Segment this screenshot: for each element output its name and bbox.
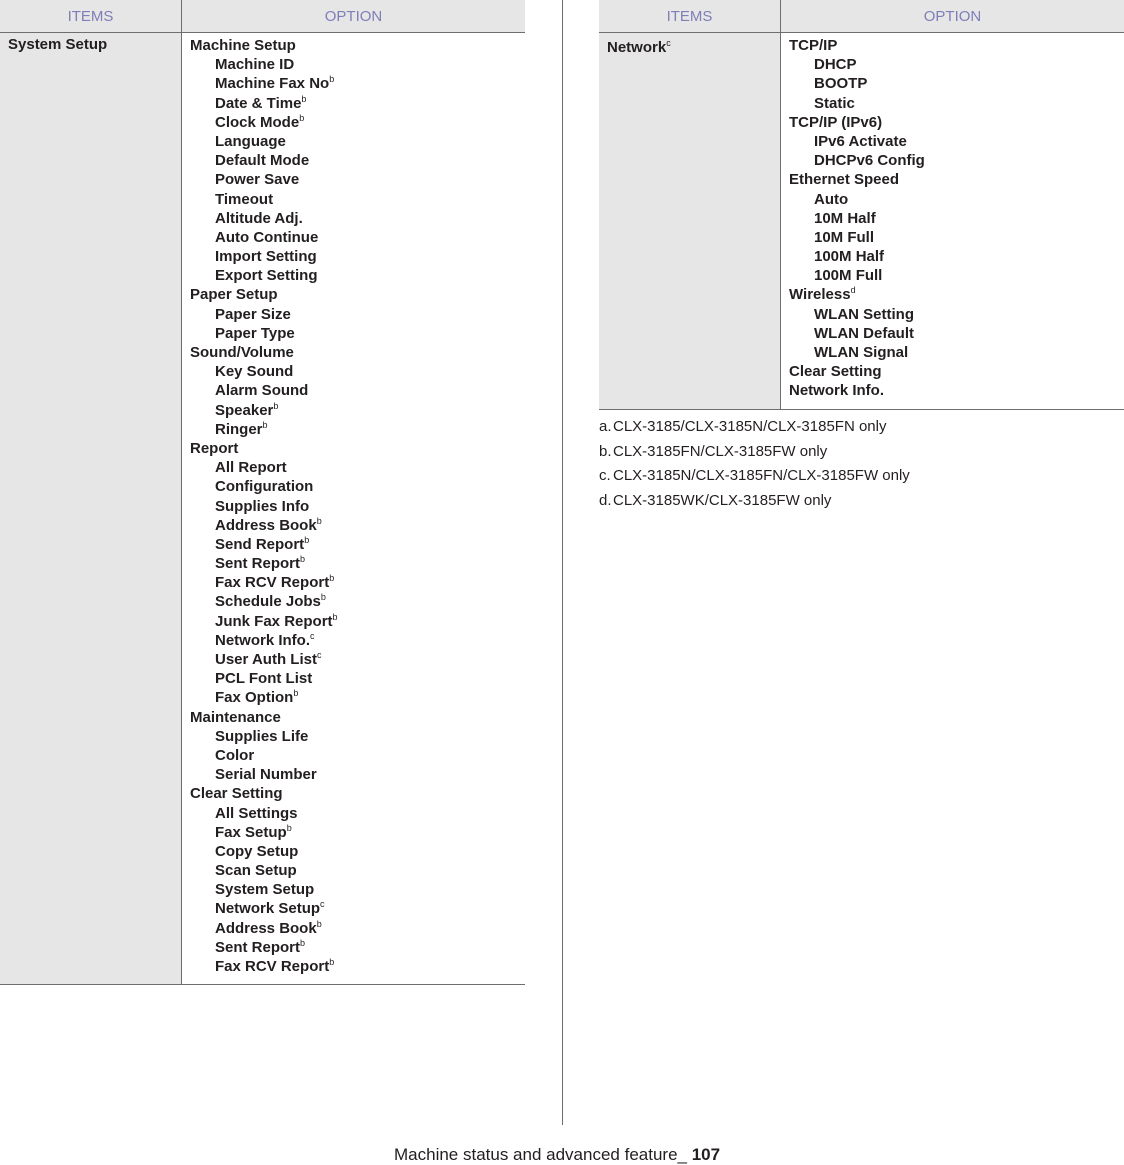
option-subitem xyxy=(190,55,525,74)
system-setup-table xyxy=(0,0,525,985)
footnote-text: CLX-3185/CLX-3185N/CLX-3185FN only xyxy=(613,415,886,440)
option-subitem xyxy=(789,209,1124,228)
option-label: Paper Size xyxy=(215,306,291,323)
option-label: 100M Half xyxy=(814,248,884,265)
page-footer xyxy=(394,1145,720,1165)
option-subitem xyxy=(190,823,525,842)
option-subitem xyxy=(190,305,525,324)
option-label: Machine Fax No xyxy=(215,75,329,92)
option-label: Static xyxy=(814,95,855,112)
option-subitem xyxy=(190,362,525,381)
option-label: Timeout xyxy=(215,191,273,208)
option-label: All Report xyxy=(215,459,287,476)
option-subitem xyxy=(789,94,1124,113)
option-subitem xyxy=(190,765,525,784)
footnote-mark: b xyxy=(317,919,322,929)
footnote-mark: c xyxy=(320,899,325,909)
option-label: Fax Option xyxy=(215,689,293,706)
footnote-mark: c xyxy=(310,631,315,641)
footnote-mark: b xyxy=(304,535,309,545)
option-label: WLAN Signal xyxy=(814,344,908,361)
footnote-mark: b xyxy=(317,516,322,526)
option-subitem xyxy=(190,573,525,592)
option-subitem xyxy=(190,957,525,976)
footnote-mark: b xyxy=(329,957,334,967)
item-cell xyxy=(0,33,182,985)
option-subitem xyxy=(190,554,525,573)
footnote xyxy=(599,489,910,514)
option-label: Color xyxy=(215,747,254,764)
option-label: Report xyxy=(190,440,238,457)
option-subitem xyxy=(190,420,525,439)
option-label: TCP/IP xyxy=(789,37,837,54)
option-subitem xyxy=(190,458,525,477)
option-subitem xyxy=(190,190,525,209)
option-label: Speaker xyxy=(215,402,273,419)
option-subitem xyxy=(190,669,525,688)
option-group xyxy=(190,439,525,458)
option-subitem xyxy=(190,535,525,554)
option-label: Network Setup xyxy=(215,900,320,917)
option-label: All Settings xyxy=(215,805,298,822)
option-label: BOOTP xyxy=(814,75,867,92)
option-label: Junk Fax Report xyxy=(215,613,333,630)
option-label: Date & Time xyxy=(215,95,301,112)
option-subitem xyxy=(190,170,525,189)
footnote xyxy=(599,415,910,440)
option-subitem xyxy=(190,209,525,228)
column-divider xyxy=(562,0,563,1125)
option-subitem xyxy=(190,938,525,957)
option-label: Send Report xyxy=(215,536,304,553)
option-group xyxy=(789,170,1124,189)
item-cell xyxy=(599,33,781,410)
option-group xyxy=(190,784,525,803)
option-label: Scan Setup xyxy=(215,862,297,879)
option-label: PCL Font List xyxy=(215,670,312,687)
option-label: Machine ID xyxy=(215,56,294,73)
option-label: Language xyxy=(215,133,286,150)
option-group xyxy=(190,343,525,362)
option-subitem xyxy=(190,497,525,516)
footnote-mark: b xyxy=(321,592,326,602)
footnote-marker: b. xyxy=(599,440,613,465)
option-label: 100M Full xyxy=(814,267,882,284)
option-label: Supplies Life xyxy=(215,728,308,745)
option-label: Key Sound xyxy=(215,363,293,380)
option-subitem xyxy=(190,247,525,266)
option-label: WLAN Setting xyxy=(814,306,914,323)
option-group xyxy=(789,285,1124,304)
option-subitem xyxy=(190,401,525,420)
option-subitem xyxy=(190,94,525,113)
option-subitem xyxy=(190,592,525,611)
option-label: Copy Setup xyxy=(215,843,298,860)
option-subitem xyxy=(190,228,525,247)
item-label: Network xyxy=(607,39,666,56)
option-label: Fax Setup xyxy=(215,824,287,841)
option-subitem xyxy=(789,305,1124,324)
option-subitem xyxy=(789,151,1124,170)
option-label: Sent Report xyxy=(215,939,300,956)
option-subitem xyxy=(190,899,525,918)
option-label: Paper Setup xyxy=(190,286,278,303)
option-label: Fax RCV Report xyxy=(215,574,329,591)
option-subitem xyxy=(789,324,1124,343)
option-label: 10M Half xyxy=(814,210,876,227)
option-label: WLAN Default xyxy=(814,325,914,342)
option-label: Clock Mode xyxy=(215,114,299,131)
footnote-mark: b xyxy=(329,573,334,583)
option-subitem xyxy=(190,727,525,746)
footnote-mark: b xyxy=(301,94,306,104)
option-label: Configuration xyxy=(215,478,313,495)
option-subitem xyxy=(190,516,525,535)
option-label: Import Setting xyxy=(215,248,317,265)
footnote-mark: b xyxy=(299,113,304,123)
option-subitem xyxy=(190,612,525,631)
option-label: Clear Setting xyxy=(190,785,283,802)
option-label: DHCP xyxy=(814,56,857,73)
option-subitem xyxy=(190,688,525,707)
footnote-text: CLX-3185FN/CLX-3185FW only xyxy=(613,440,827,465)
option-subitem xyxy=(789,247,1124,266)
footnotes xyxy=(599,415,910,513)
footnote-mark: b xyxy=(287,823,292,833)
footnote-mark: c xyxy=(317,650,322,660)
option-label: Export Setting xyxy=(215,267,318,284)
option-subitem xyxy=(190,477,525,496)
option-subitem xyxy=(190,631,525,650)
option-subitem xyxy=(789,266,1124,285)
option-subitem xyxy=(190,151,525,170)
footnote-mark: b xyxy=(329,74,334,84)
option-label: Network Info. xyxy=(215,632,310,649)
footer-text: Machine status and advanced feature_ xyxy=(394,1145,692,1164)
option-label: Ringer xyxy=(215,421,263,438)
footnote-mark: b xyxy=(293,688,298,698)
option-label: Sent Report xyxy=(215,555,300,572)
option-label: Address Book xyxy=(215,517,317,534)
option-group xyxy=(190,708,525,727)
option-label: Paper Type xyxy=(215,325,295,342)
item-label: System Setup xyxy=(8,36,107,53)
option-label: Clear Setting xyxy=(789,363,882,380)
option-label: Supplies Info xyxy=(215,498,309,515)
option-subitem xyxy=(190,266,525,285)
option-label: Schedule Jobs xyxy=(215,593,321,610)
network-table xyxy=(599,0,1124,410)
option-subitem xyxy=(789,74,1124,93)
option-header: OPTION xyxy=(182,0,526,33)
option-label: Fax RCV Report xyxy=(215,958,329,975)
option-group xyxy=(190,285,525,304)
option-group xyxy=(190,36,525,55)
footnote-text: CLX-3185N/CLX-3185FN/CLX-3185FW only xyxy=(613,464,910,489)
option-label: Auto xyxy=(814,191,848,208)
option-label: IPv6 Activate xyxy=(814,133,907,150)
option-label: Maintenance xyxy=(190,709,281,726)
footnote-marker: a. xyxy=(599,415,613,440)
footnote-mark: b xyxy=(333,612,338,622)
option-subitem xyxy=(190,746,525,765)
option-label: TCP/IP (IPv6) xyxy=(789,114,882,131)
option-subitem xyxy=(190,381,525,400)
option-label: Address Book xyxy=(215,920,317,937)
items-header: ITEMS xyxy=(599,0,781,33)
option-subitem xyxy=(190,842,525,861)
option-list xyxy=(182,33,526,985)
option-subitem xyxy=(190,132,525,151)
option-subitem xyxy=(789,55,1124,74)
option-subitem xyxy=(789,343,1124,362)
option-subitem xyxy=(190,113,525,132)
option-label: Network Info. xyxy=(789,382,884,399)
footnote-text: CLX-3185WK/CLX-3185FW only xyxy=(613,489,831,514)
footnote-mark: b xyxy=(300,554,305,564)
footnote xyxy=(599,440,910,465)
option-subitem xyxy=(190,650,525,669)
option-group xyxy=(789,36,1124,55)
option-label: User Auth List xyxy=(215,651,317,668)
option-label: DHCPv6 Config xyxy=(814,152,925,169)
option-group xyxy=(789,362,1124,381)
option-subitem xyxy=(789,132,1124,151)
option-subitem xyxy=(190,324,525,343)
page-number: 107 xyxy=(692,1145,720,1164)
option-label: Auto Continue xyxy=(215,229,318,246)
option-label: Serial Number xyxy=(215,766,317,783)
footnote xyxy=(599,464,910,489)
option-group xyxy=(789,381,1124,400)
option-subitem xyxy=(190,804,525,823)
option-subitem xyxy=(190,74,525,93)
option-subitem xyxy=(789,190,1124,209)
option-group xyxy=(789,113,1124,132)
item-footnote-mark: c xyxy=(666,38,671,48)
footnote-mark: b xyxy=(273,401,278,411)
footnote-mark: b xyxy=(300,938,305,948)
option-label: System Setup xyxy=(215,881,314,898)
footnote-marker: c. xyxy=(599,464,613,489)
option-label: Machine Setup xyxy=(190,37,296,54)
option-subitem xyxy=(190,919,525,938)
option-label: 10M Full xyxy=(814,229,874,246)
option-subitem xyxy=(190,880,525,899)
footnote-mark: d xyxy=(851,285,856,295)
option-subitem xyxy=(789,228,1124,247)
items-header: ITEMS xyxy=(0,0,182,33)
option-list xyxy=(781,33,1124,410)
footnote-marker: d. xyxy=(599,489,613,514)
option-label: Ethernet Speed xyxy=(789,171,899,188)
option-label: Altitude Adj. xyxy=(215,210,303,227)
option-label: Wireless xyxy=(789,286,851,303)
footnote-mark: b xyxy=(263,420,268,430)
option-label: Sound/Volume xyxy=(190,344,294,361)
option-header: OPTION xyxy=(781,0,1124,33)
option-subitem xyxy=(190,861,525,880)
option-label: Alarm Sound xyxy=(215,382,308,399)
option-label: Default Mode xyxy=(215,152,309,169)
option-label: Power Save xyxy=(215,171,299,188)
